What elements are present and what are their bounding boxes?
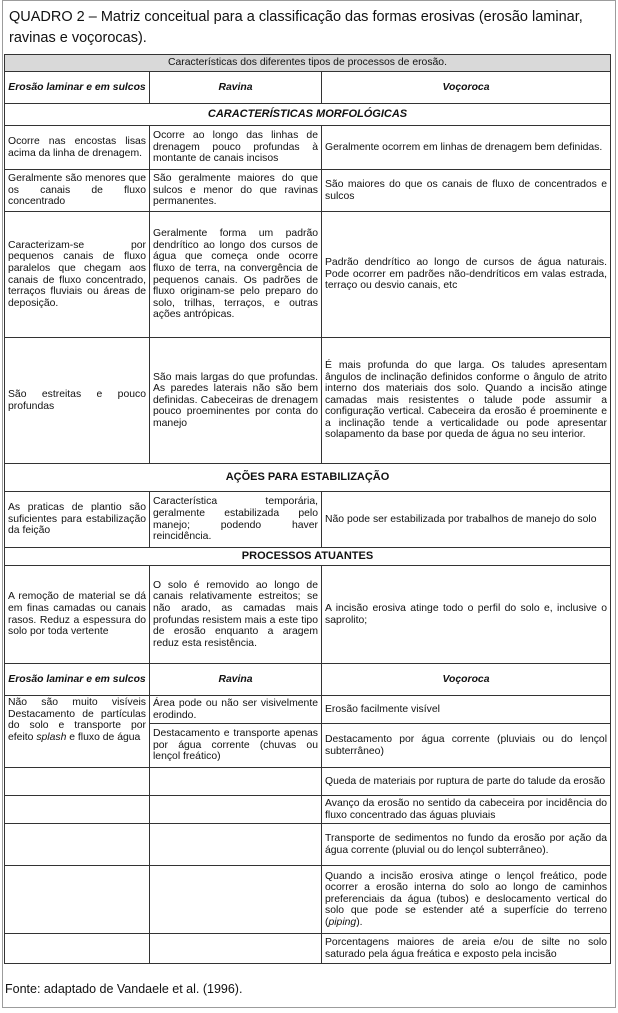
table-cell: Padrão dendrítico ao longo de cursos de água naturais. Pode ocorrer em padrões não-dendríticos em valas estrada, terraço ou desvio canais, etc [322,212,611,338]
table-cell: Avanço da erosão no sentido da cabeceira por incidência do fluxo concentrado das águas pluviais [322,796,611,824]
table-cell-empty [150,768,322,796]
header-erosao-laminar-repeat: Erosão laminar e em sulcos [5,664,150,696]
table-cell: Destacamento e transporte apenas por água corrente (chuvas ou lençol freático) [150,724,322,768]
table-cell: São maiores do que os canais de fluxo de concentrados e sulcos [322,170,611,212]
table-cell-empty [150,824,322,866]
table-cell-laminar-lower [5,696,150,768]
table-cell: Transporte de sedimentos no fundo da erosão por ação da água corrente (pluvial ou do lençol subterrâneo). [322,824,611,866]
table-cell-empty [5,796,150,824]
table-cell: São estreitas e pouco profundas [5,338,150,464]
header-ravina: Ravina [150,72,322,104]
table-cell: Erosão facilmente visível [322,696,611,724]
table-cell: Geralmente ocorrem em linhas de drenagem bem definidas. [322,126,611,170]
table-cell: São geralmente maiores do que sulcos e menor do que ravinas permanentes. [150,170,322,212]
erosion-matrix-table [4,54,611,964]
table-cell: São mais largas do que profundas. As paredes laterais não são bem definidas. Cabeceiras de drenagem pouco proeminentes por conta do manejo [150,338,322,464]
table-cell: Quando a incisão erosiva atinge o lençol freático, pode ocorrer a erosão interna do solo ao longo de caminhos preferenciais da água (tubos) e deslocamento vertical do solo que pode se estender até a superfície do terreno (piping). [322,866,611,934]
table-cell: Caracterizam-se por pequenos canais de fluxo paralelos que chegam aos canais de fluxo concentrado, terraços fluviais ou áreas de deposição. [5,212,150,338]
header-erosao-laminar: Erosão laminar e em sulcos [5,72,150,104]
table-cell-empty [5,934,150,964]
header-ravina-repeat: Ravina [150,664,322,696]
section-processos-atuantes: PROCESSOS ATUANTES [5,548,611,566]
table-cell: É mais profunda do que larga. Os taludes apresentam ângulos de inclinação definidos conforme o ângulo de atrito interno dos materiais dos solo. Quando a incisão atinge camadas mais resistentes o talude pode assumir a configuração vertical. Cabeceira da erosão é proeminente e a inclinação tende a verticalidade ou pode apresentar solapamento da base por queda de água no seu interior. [322,338,611,464]
section-morfologicas: CARACTERÍSTICAS MORFOLÓGICAS [5,104,611,126]
table-cell-empty [5,824,150,866]
table-cell: Ocorre nas encostas lisas acima da linha de drenagem. [5,126,150,170]
table-cell-empty [5,866,150,934]
table-cell: Área pode ou não ser visivelmente erodindo. [150,696,322,724]
table-cell: A remoção de material se dá em finas camadas ou canais rasos. Reduz a espessura do solo por toda vertente [5,566,150,664]
header-vocoroca-repeat: Voçoroca [322,664,611,696]
table-cell: As praticas de plantio são suficientes para estabilização da feição [5,492,150,548]
table-cell: Queda de materiais por ruptura de parte do talude da erosão [322,768,611,796]
section-acoes-estabilizacao: AÇÕES PARA ESTABILIZAÇÃO [5,464,611,492]
table-cell: Geralmente são menores que os canais de fluxo concentrado [5,170,150,212]
table-cell: Porcentagens maiores de areia e/ou de silte no solo saturado pela água freática e exposto pela incisão [322,934,611,964]
figure-caption: QUADRO 2 – Matriz conceitual para a classificação das formas erosivas (erosão laminar, ravinas e voçorocas). [9,9,583,46]
table-title: Características dos diferentes tipos de processos de erosão. [5,55,611,72]
table-cell: Geralmente forma um padrão dendrítico ao longo dos cursos de água que começa onde ocorre fluxo de terra, na convergência de pequenos canais. Os padrões de fluxo originam-se pelo preparo do solo, trilhas, terraços, e outras ações antrópicas. [150,212,322,338]
table-cell-empty [5,768,150,796]
table-cell: Não pode ser estabilizada por trabalhos de manejo do solo [322,492,611,548]
lower-laminar-text: Não são muito visíveis Destacamento de partículas do solo e transporte por efeito splash e fluxo de água [8,697,146,743]
table-cell: Característica temporária, geralmente estabilizada pelo manejo; podendo haver reincidência. [150,492,322,548]
table-cell-empty [150,866,322,934]
table-cell-empty [150,796,322,824]
table-cell: Destacamento por água corrente (pluviais ou do lençol subterrâneo) [322,724,611,768]
source-note: Fonte: adaptado de Vandaele et al. (1996). [5,982,243,996]
header-vocoroca: Voçoroca [322,72,611,104]
table-cell-empty [150,934,322,964]
table-cell: O solo é removido ao longo de canais relativamente estreitos; se não arado, as camadas mais profundas resistem mais a este tipo de erosão enquanto a aragem reduz esta resistência. [150,566,322,664]
table-cell: Ocorre ao longo das linhas de drenagem pouco profundas à montante de canais incisos [150,126,322,170]
table-cell: A incisão erosiva atinge todo o perfil do solo e, inclusive o saprolito; [322,566,611,664]
